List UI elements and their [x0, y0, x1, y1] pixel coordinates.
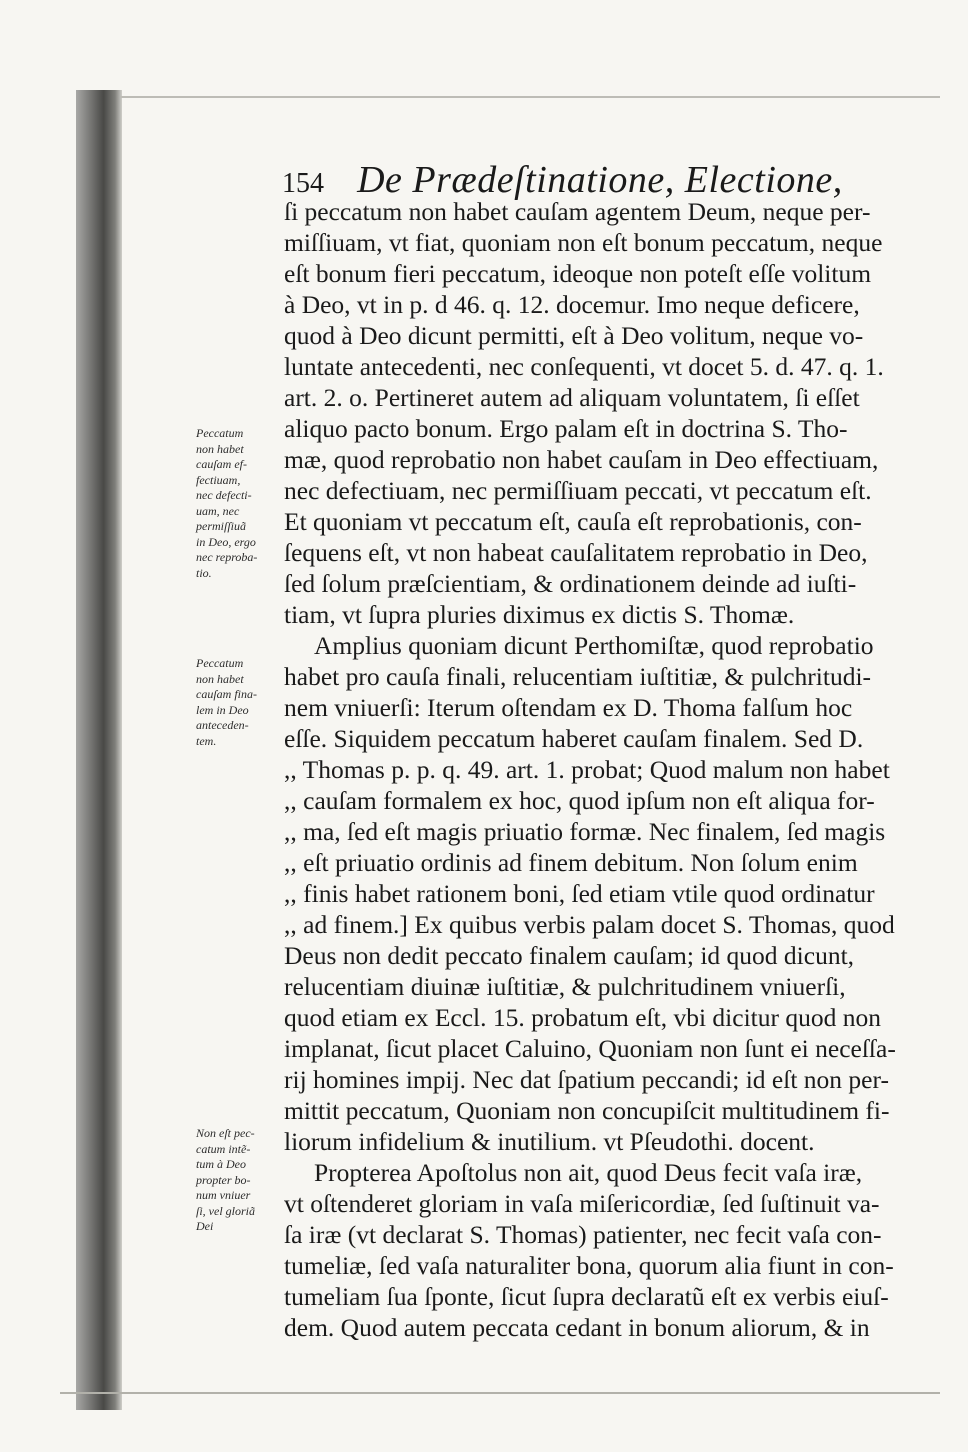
text-line: ,, Thomas p. p. q. 49. art. 1. probat; Quod malum non habet	[284, 755, 890, 784]
text-line: mittit peccatum, Quoniam non concupiſcit multitudinem fi-	[284, 1096, 890, 1125]
book-binding-shadow	[76, 90, 122, 1410]
text-line: ,, cauſam formalem ex hoc, quod ipſum non eſt aliqua for-	[284, 786, 875, 815]
margin-note-line: tum à Deo	[196, 1157, 246, 1171]
text-line: ſed ſolum præſcientiam, & ordinationem deinde ad iuſti-	[284, 569, 857, 598]
margin-note-line: Peccatum	[196, 426, 244, 440]
text-line: luntate antecedenti, nec conſequenti, vt docet 5. d. 47. q. 1.	[284, 352, 884, 381]
text-line: nem vniuerſi: Iterum oſtendam ex D. Thoma falſum hoc	[284, 693, 853, 722]
page-bottom-edge	[60, 1392, 940, 1394]
page-top-edge	[120, 96, 940, 98]
margin-note-line: ſi, vel gloriã	[196, 1203, 255, 1218]
text-line: ,, finis habet rationem boni, ſed etiam vtile quod ordinatur	[284, 879, 875, 908]
margin-note-line: tem.	[196, 733, 217, 748]
text-line: à Deo, vt in p. d 46. q. 12. docemur. Imo neque deficere,	[284, 290, 860, 319]
margin-note	[196, 656, 282, 749]
text-line: Et quoniam vt peccatum eſt, cauſa eſt reprobationis, con-	[284, 507, 862, 536]
margin-note-line: anteceden-	[196, 718, 249, 732]
text-line: Propterea Apoſtolus non ait, quod Deus fecit vaſa iræ,	[314, 1158, 863, 1187]
margin-note-line: Non eſt pec-	[196, 1126, 255, 1140]
text-line: miſſiuam, vt fiat, quoniam non eſt bonum peccatum, neque	[284, 228, 883, 257]
text-line: tumeliam ſua ſponte, ſicut ſupra declaratũ eſt ex verbis eiuſ-	[284, 1282, 889, 1311]
text-line: ,, ma, ſed eſt magis priuatio formæ. Nec finalem, ſed magis	[284, 817, 886, 846]
text-line: aliquo pacto bonum. Ergo palam eſt in doctrina S. Tho-	[284, 414, 848, 443]
text-line: tumeliæ, ſed vaſa naturaliter bona, quorum alia fiunt in con-	[284, 1251, 894, 1280]
margin-note-line: catum intẽ-	[196, 1141, 251, 1156]
margin-note-line: tio.	[196, 565, 212, 580]
text-line: implanat, ſicut placet Caluino, Quoniam non ſunt ei neceſſa-	[284, 1034, 896, 1063]
text-line: mæ, quod reprobatio non habet cauſam in Deo effectiuam,	[284, 445, 879, 474]
margin-note-line: cauſam ef-	[196, 457, 247, 471]
text-line: ,, ad finem.] Ex quibus verbis palam docet S. Thomas, quod	[284, 910, 895, 939]
text-line: ſequens eſt, vt non habeat cauſalitatem reprobatio in Deo,	[284, 538, 868, 567]
text-line: quod à Deo dicunt permitti, eſt à Deo volitum, neque vo-	[284, 321, 864, 350]
text-line: vt oſtenderet gloriam in vaſa miſericordiæ, ſed ſuſtinuit va-	[284, 1189, 880, 1218]
text-line: Deus non dedit peccato finalem cauſam; id quod dicunt,	[284, 941, 855, 970]
margin-note	[196, 426, 282, 581]
text-line: ,, eſt priuatio ordinis ad finem debitum. Non ſolum enim	[284, 848, 858, 877]
page-number: 154	[282, 168, 324, 199]
text-line: Amplius quoniam dicunt Perthomiſtæ, quod reprobatio	[314, 631, 874, 660]
text-line: eſſe. Siquidem peccatum haberet cauſam finalem. Sed D.	[284, 724, 864, 753]
text-line: liorum infidelium & inutilium. vt Pſeudothi. docent.	[284, 1127, 815, 1156]
text-line: nec defectiuam, nec permiſſiuam peccati, vt peccatum eſt.	[284, 476, 872, 505]
running-title: De Prædeſtinatione, Electione,	[357, 159, 843, 201]
margin-note	[196, 1126, 282, 1235]
margin-note-line: fectiuam,	[196, 472, 241, 487]
body-text	[284, 196, 946, 1343]
text-line: ſa iræ (vt declarat S. Thomas) patienter, nec fecit vaſa con-	[284, 1220, 882, 1249]
text-line: dem. Quod autem peccata cedant in bonum aliorum, & in	[284, 1313, 870, 1342]
margin-note-line: Dei	[196, 1219, 214, 1233]
margin-note-line: non habet	[196, 441, 244, 456]
text-line: tiam, vt ſupra pluries diximus ex dictis S. Thomæ.	[284, 600, 795, 629]
margin-note-line: lem in Deo	[196, 702, 249, 717]
text-line: eſt bonum fieri peccatum, ideoque non poteſt eſſe volitum	[284, 259, 872, 288]
margin-note-line: nec reproba-	[196, 550, 258, 564]
text-line: habet pro cauſa finali, relucentiam iuſtitiæ, & pulchritudi-	[284, 662, 872, 691]
text-line: ſi peccatum non habet cauſam agentem Deum, neque per-	[284, 197, 871, 226]
margin-note-line: Peccatum	[196, 656, 244, 670]
margin-note-line: nec defecti-	[196, 488, 252, 502]
margin-note-line: permiſſiuã	[196, 519, 246, 533]
text-line: quod etiam ex Eccl. 15. probatum eſt, vbi dicitur quod non	[284, 1003, 881, 1032]
margin-note-line: propter bo-	[196, 1172, 251, 1187]
margin-note-line: uam, nec	[196, 503, 240, 518]
margin-note-line: num vniuer	[196, 1188, 251, 1202]
text-line: art. 2. o. Pertineret autem ad aliquam voluntatem, ſi eſſet	[284, 383, 860, 412]
margin-note-line: non habet	[196, 671, 244, 686]
text-line: rij homines impij. Nec dat ſpatium peccandi; id eſt non per-	[284, 1065, 889, 1094]
margin-note-line: in Deo, ergo	[196, 534, 256, 549]
margin-note-line: cauſam fina-	[196, 687, 257, 701]
text-line: relucentiam diuinæ iuſtitiæ, & pulchritudinem vniuerſi,	[284, 972, 846, 1001]
